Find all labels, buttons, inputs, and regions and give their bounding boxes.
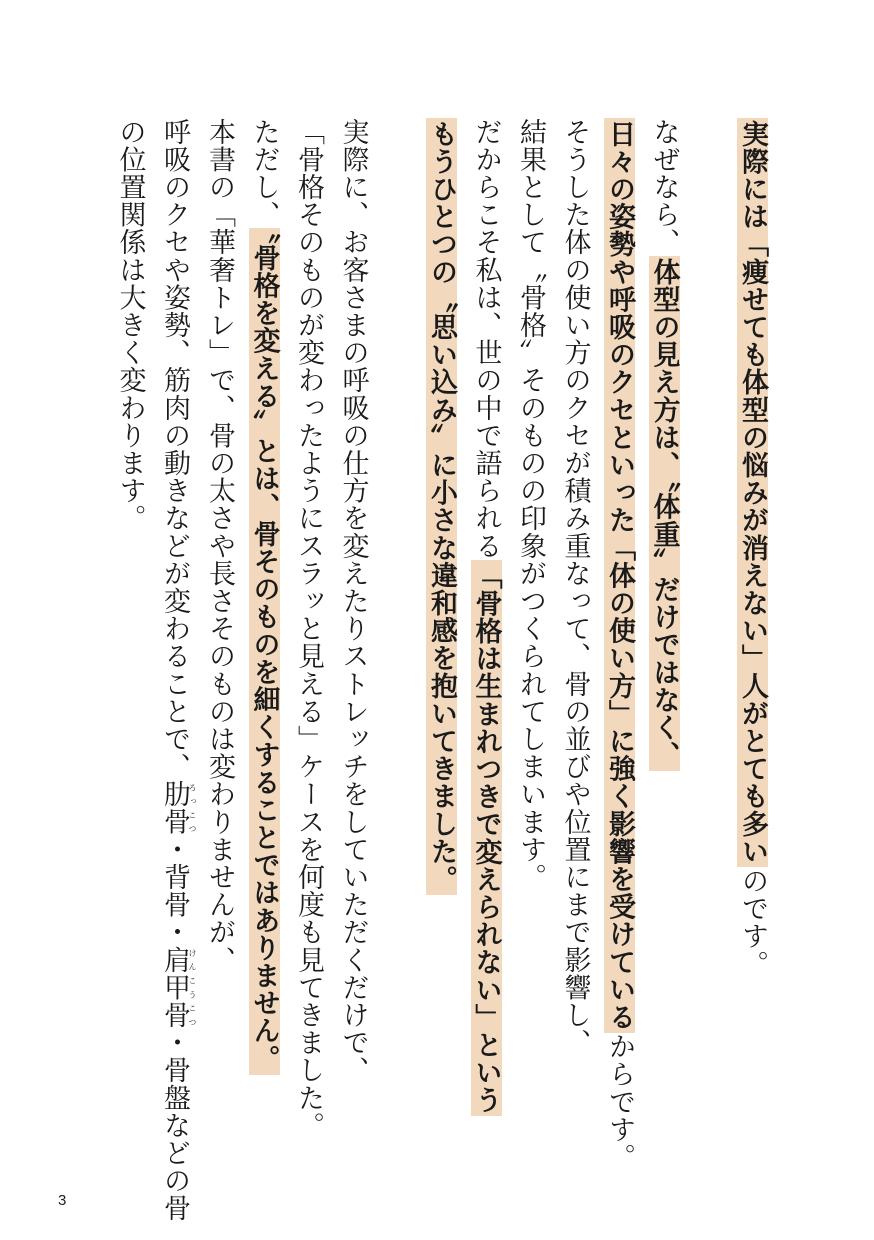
text-line-12: 呼吸のクセや姿勢、筋肉の動きなどが変わることで、肋骨ろっこつ・背骨・肩甲骨けんこうこつ・骨盤などの骨 xyxy=(159,118,197,1223)
highlight-phrase: 日々の姿勢や呼吸のクセといった「体の使い方」に強く影響を受けている xyxy=(604,120,635,1031)
text-line-5: 結果として〝骨格〟そのものの印象がつくられてしまいます。 xyxy=(515,118,546,891)
page-number: 3 xyxy=(58,1192,67,1209)
text-line-6: だからこそ私は、世の中で語られる「骨格は生まれつきで変えられない」という xyxy=(470,118,502,1114)
text-line-8: 実際に、お客さまの呼吸の仕方を変えたりストレッチをしていただくだけで、 xyxy=(337,118,369,1084)
ribs-term: 肋骨ろっこつ xyxy=(159,780,197,836)
text-line-1: 実際には「痩せても体型の悩みが消えない」人がとても多いのです。 xyxy=(737,120,768,978)
highlight-phrase: もうひとつの〝思い込み〟に小さな違和感を抱いてきました。 xyxy=(426,120,457,893)
highlight-phrase: 「骨格は生まれつきで変えられない」という xyxy=(470,561,502,1114)
text-line-4: そうした体の使い方のクセが積み重なって、骨の並びや位置にまで影響し、 xyxy=(559,118,591,1057)
scapula-ruby: けんこうこつ xyxy=(188,946,197,1029)
text-line-13: の位置関係は大きく変わります。 xyxy=(114,118,146,532)
text-line-2: なぜなら、体型の見え方は、〝体重〟だけではなく、 xyxy=(648,118,680,769)
text-line-11: 本書の「華奢トレ」で、骨の太さや長さそのものは変わりませんが、 xyxy=(204,118,235,974)
text-line-9: 「骨格そのものが変わったようにスラッと見える」ケースを何度も見てきました。 xyxy=(293,118,324,1140)
highlight-phrase: 体型の見え方は、〝体重〟だけではなく、 xyxy=(648,258,680,769)
body-text xyxy=(107,118,774,1223)
text-line-10: ただし、〝骨格を変える〟とは、骨そのものを細くすることではありません。 xyxy=(248,118,280,1073)
text-line-3: 日々の姿勢や呼吸のクセといった「体の使い方」に強く影響を受けているからです。 xyxy=(604,120,635,1171)
highlight-phrase: 実際には「痩せても体型の悩みが消えない」人がとても多い xyxy=(737,120,768,866)
scapula-term: 肩甲骨けんこうこつ xyxy=(159,946,197,1029)
text-line-7 xyxy=(419,118,464,1178)
highlight-phrase: 〝骨格を変える〟とは、骨そのものを細くすることではありません。 xyxy=(248,230,280,1073)
ribs-ruby: ろっこつ xyxy=(188,780,197,836)
